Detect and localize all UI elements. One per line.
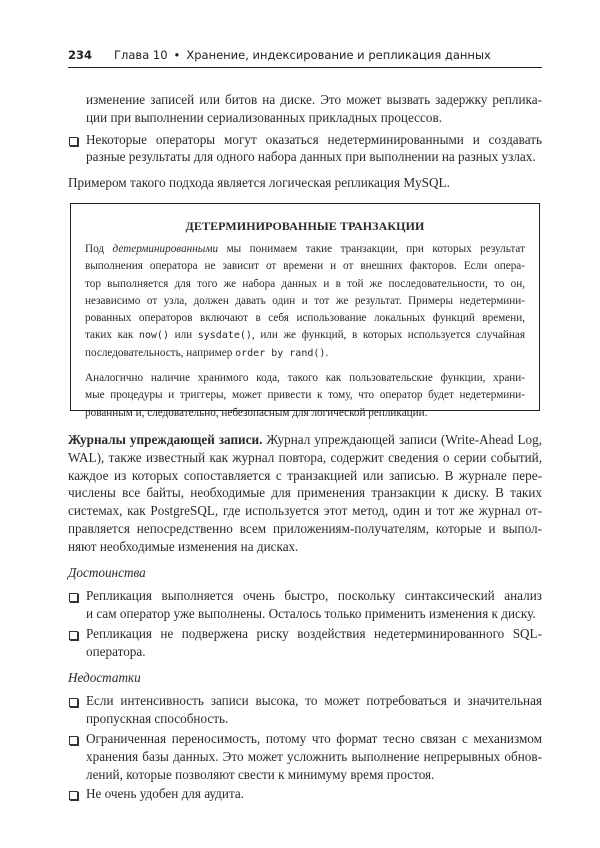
text-line: рованным и, следовательно, небезопасным для логической репликации. [85, 406, 428, 419]
text: . [325, 346, 329, 359]
text-line: Ограниченная переносимость, потому что формат тесно связан с механизмом [86, 730, 542, 746]
cons-heading: Недостатки [68, 669, 141, 685]
text-line: рованных операторов включают в себя использование локальных функций времени, [85, 312, 525, 325]
list-item [68, 730, 542, 783]
checkbox-bullet-icon [69, 137, 78, 146]
text-line: ции при выполнении сериализованных прикладных процессов. [86, 109, 442, 125]
checkbox-bullet-icon [69, 791, 78, 800]
code: order by rand() [235, 347, 326, 359]
text: или [168, 329, 198, 342]
list-item [68, 692, 542, 728]
top-text [68, 91, 542, 192]
page-number: 234 [68, 48, 93, 62]
text-line: оператора. [86, 643, 146, 659]
run-in-heading: Журналы упреждающей записи. [68, 432, 263, 447]
text-line: Аналогично наличие хранимого кода, такого как пользовательские функции, храни- [85, 372, 525, 385]
text-line: хранения базы данных. Это может усложнить выполнение непрерывных обнов- [86, 748, 542, 764]
header-bullet: • [173, 48, 181, 62]
code: sysdate() [197, 330, 252, 342]
list-item [68, 785, 542, 803]
text-line: Репликация не подвержена риску воздействия недетерминированного SQL- [86, 625, 542, 641]
text-line: разные результаты для одного набора данных при выполнении на разных узлах. [86, 149, 536, 165]
paragraph: Примером такого подхода является логическая репликация MySQL. [68, 175, 450, 191]
list-item [68, 587, 542, 623]
italic-term: детерминированными [112, 243, 219, 255]
text-line: изменение записей или битов на диске. Это может вызвать задержку реплика- [86, 92, 542, 107]
checkbox-bullet-icon [69, 631, 78, 640]
list-item [68, 625, 542, 661]
text-line: выполнения оператора не зависит от времени и от внешних факторов. Если опера- [85, 260, 525, 273]
chapter-title: Хранение, индексирование и репликация данных [186, 48, 491, 62]
text-line: пропускная способность. [86, 711, 229, 727]
text: таких как [85, 329, 139, 342]
text-line: тор выполняется для того же набора данных и в той же последовательности, то он, [85, 277, 525, 290]
pros-heading: Достоинства [68, 564, 146, 580]
text-line: системах, как PostgreSQL, где используется этот метод, один и тот же журнал от- [68, 503, 542, 519]
text: Под [85, 243, 113, 255]
running-header [68, 48, 542, 68]
list-item [68, 131, 542, 167]
text-line: Не очень удобен для аудита. [86, 786, 245, 802]
sidebar-title: ДЕТЕРМИНИРОВАННЫЕ ТРАНЗАКЦИИ [185, 219, 425, 233]
chapter-label: Глава 10 [114, 48, 168, 62]
text: , или же функций, в которых используется случайная [251, 329, 525, 342]
checkbox-bullet-icon [69, 736, 78, 745]
text-line: Некоторые операторы могут оказаться недетерминированными и создавать [86, 131, 542, 147]
sidebar-box [70, 203, 540, 419]
text-line: каждое из которых сопоставляется с транзакцией или записью. В журнале пере- [68, 467, 542, 483]
text-line: няют необходимые изменения на дисках. [68, 538, 299, 554]
text-line: Если интенсивность записи высока, то может потребоваться и значительная [86, 693, 542, 709]
checkbox-bullet-icon [69, 593, 78, 602]
text-line [85, 327, 525, 344]
text-line [85, 241, 525, 258]
text-line: независимо от узла, должен давать один и тот же результат. Примеры недетермини- [85, 294, 525, 307]
text: Журнал упреждающей записи (Write-Ahead Log, [262, 432, 543, 447]
text-line: лений, которые позволяют свести к минимуму время простоя. [86, 766, 435, 782]
text-line: правляется непосредственно всем приложениям-получателям, которые и выпол- [68, 520, 542, 536]
checkbox-bullet-icon [69, 698, 78, 707]
code: now() [138, 330, 169, 342]
wal-section [68, 431, 542, 803]
text-line: мые процедуры и триггеры, может привести к тому, что оператор будет недетермини- [85, 389, 525, 402]
text-line [68, 431, 542, 449]
text-line: и сам оператор уже выполнены. Осталось только применить изменения к диску. [86, 606, 536, 622]
text-line: Репликация выполняется очень быстро, поскольку синтаксический анализ [86, 588, 542, 604]
text-line [85, 345, 525, 362]
text: последовательность, например [85, 346, 236, 359]
text-line: числены все байты, необходимые для применения транзакции к диску. В таких [68, 485, 542, 501]
text: мы понимаем такие транзакции, при которых результат [218, 243, 525, 255]
text-line: WAL), также известный как журнал повтора, содержит сведения о серии событий, [68, 449, 542, 465]
